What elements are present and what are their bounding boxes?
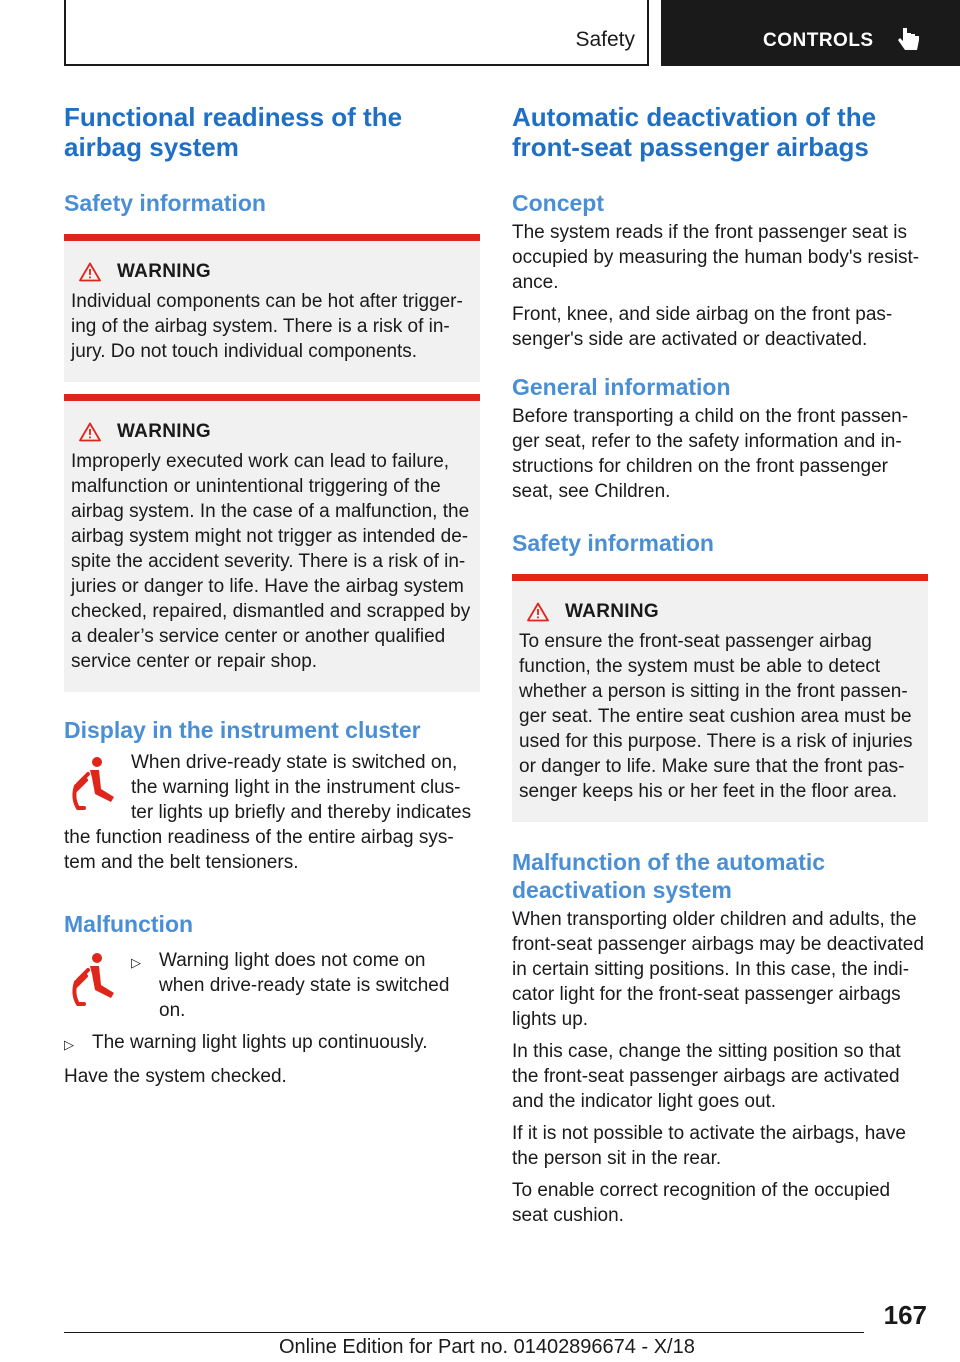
warning-label: WARNING xyxy=(117,421,211,442)
footer-divider xyxy=(64,1332,864,1333)
footer-edition-text: Online Edition for Part no. 01402896674 - X/18 xyxy=(279,1336,695,1358)
warning-label: WARNING xyxy=(565,601,659,622)
general-information-heading: General information xyxy=(512,374,731,400)
malfunction-heading: Malfunction of the automatic deactivation system xyxy=(512,849,826,903)
warning-box-improper-work xyxy=(64,394,480,692)
warning-text: Individual components can be hot after trigger‐ ing of the airbag system. There is a risk of in‐ jury. Do not touch individual components. xyxy=(71,291,463,362)
header-section-tab xyxy=(64,0,649,66)
safety-heading: Safety information xyxy=(64,190,266,216)
malfunction-bullet-2: ▷ The warning light lights up continuously. xyxy=(64,1030,480,1057)
warning-text: To ensure the front-seat passenger airbag function, the system must be able to detect whether a person is sitting in the front passen‐ ger seat. The entire seat cushion area must be used for this purpose. There is a risk of injuries or danger to life. Make sure that the front pas‐ senger keeps his or her feet in the floor area. xyxy=(519,631,913,802)
display-paragraph: When drive-ready state is switched on, the warning light in the instrument clus‐ ter lights up briefly and thereby indicates the function readiness of the entire airbag sys‐ tem and the belt tensioners. xyxy=(64,752,472,873)
malfunction-paragraph-2: In this case, change the sitting position so that the front-seat passenger airbags are activated and the indicator light goes out. xyxy=(512,1041,901,1112)
page-number: 167 xyxy=(883,1300,927,1330)
airbag-warning-light-icon xyxy=(64,952,120,1008)
right-column xyxy=(512,102,928,1228)
malfunction-heading: Malfunction xyxy=(64,911,194,937)
general-information-paragraph: Before transporting a child on the front passen‐ ger seat, refer to the safety information and in‐ structions for children on the front passenger seat, see Children. xyxy=(512,406,909,502)
left-column xyxy=(64,102,480,1089)
header-section-label: Safety xyxy=(575,28,635,51)
malfunction-bullet-1: ▷ Warning light does not come on when drive-ready state is switched on. xyxy=(64,948,480,1023)
section-title: Automatic deactivation of the front-seat passenger airbags xyxy=(512,102,877,162)
warning-triangle-icon xyxy=(527,602,549,622)
warning-triangle-icon xyxy=(79,262,101,282)
malfunction-paragraph-3: If it is not possible to activate the airbags, have the person sit in the rear. xyxy=(512,1123,906,1169)
warning-triangle-icon xyxy=(79,422,101,442)
malfunction-paragraph-1: When transporting older children and adults, the front-seat passenger airbags may be deactivated in certain sitting positions. In this case, the indi‐ cator light for the front-seat passenger airbags lights up. xyxy=(512,909,924,1030)
warning-box-hot-components xyxy=(64,234,480,382)
warning-label: WARNING xyxy=(117,261,211,282)
concept-heading: Concept xyxy=(512,190,604,216)
concept-paragraph-1: The system reads if the front passenger seat is occupied by measuring the human body's resist‐ ance. xyxy=(512,222,920,293)
warning-text: Improperly executed work can lead to failure, malfunction or unintentional triggering of the airbag system. In the case of a malfunction, the airbag system might not trigger as intended de‐ spite the accident severity. There is a risk of in‐ juries or danger to life. Have the airbag system checked, repaired, dismantled and scrapped by a dealer’s service center or another qualified service center or repair shop. xyxy=(71,451,471,672)
hand-pointer-icon xyxy=(897,26,921,52)
bullet-triangle-icon: ▷ xyxy=(64,1037,74,1052)
warning-box-seat-detection xyxy=(512,574,928,822)
airbag-warning-light-icon xyxy=(64,756,120,812)
malfunction-paragraph-4: To enable correct recognition of the occupied seat cushion. xyxy=(512,1180,891,1226)
header-chapter-tab xyxy=(661,0,960,66)
display-heading: Display in the instrument cluster xyxy=(64,717,421,743)
bullet-triangle-icon: ▷ xyxy=(131,955,141,970)
header-chapter-label: CONTROLS xyxy=(763,30,874,51)
closing-text: Have the system checked. xyxy=(64,1066,287,1087)
section-title: Functional readiness of the airbag system xyxy=(64,102,403,162)
concept-paragraph-2: Front, knee, and side airbag on the front pas‐ senger's side are activated or deactivated. xyxy=(512,304,893,350)
safety-heading: Safety information xyxy=(512,530,714,556)
